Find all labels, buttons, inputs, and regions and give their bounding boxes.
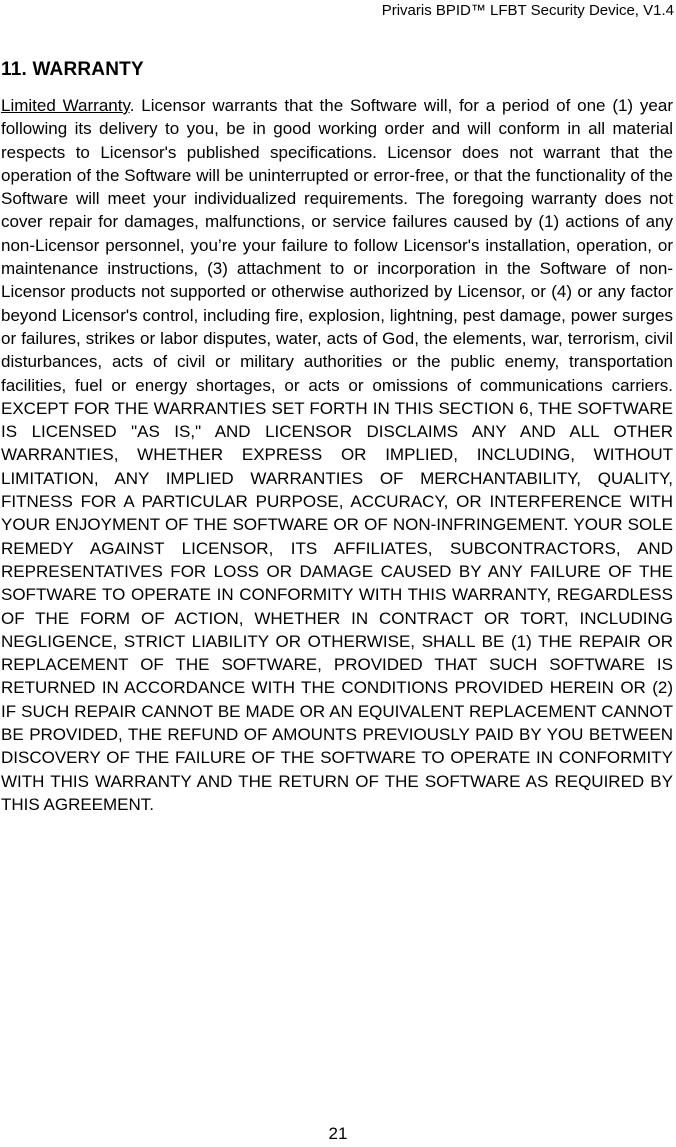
warranty-paragraph bbox=[1, 94, 673, 816]
page-number: 21 bbox=[328, 1124, 348, 1143]
running-header: Privaris BPID™ LFBT Security Device, V1.4 bbox=[381, 2, 674, 19]
limited-warranty-heading: Limited Warranty bbox=[1, 96, 130, 115]
section-title: 11. WARRANTY bbox=[1, 59, 144, 80]
limited-warranty-text: . Licensor warrants that the Software will, for a period of one (1) year following its delivery to you, be in good working order and will conform in all material respects to Licensor's published specifications. Licensor does not warrant that the operation of the Software will be uninterrupted or error-free, or that the functionality of the Software will meet your individualized requirements. The foregoing warranty does not cover repair for damages, malfunctions, or service failures caused by (1) actions of any non-Licensor personnel, you’re your failure to follow Licensor's installation, operation, or maintenance instructions, (3) attachment to or incorporation in the Software of non-Licensor products not supported or otherwise authorized by Licensor, or (4) or any factor beyond Licensor's control, including fire, explosion, lightning, pest damage, power surges or failures, strikes or labor disputes, water, acts of God, the elements, war, terrorism, civil disturbances, acts of civil or military authorities or the public enemy, transportation facilities, fuel or energy shortages, or acts or omissions of communications carriers. EXCEPT FOR THE WARRANTIES SET FORTH IN THIS SECTION 6, THE SOFTWARE IS LICENSED "AS IS," AND LICENSOR DISCLAIMS ANY AND ALL OTHER WARRANTIES, WHETHER EXPRESS OR IMPLIED, INCLUDING, WITHOUT LIMITATION, ANY IMPLIED WARRANTIES OF MERCHANTABILITY, QUALITY, FITNESS FOR A PARTICULAR PURPOSE, ACCURACY, OR INTERFERENCE WITH YOUR ENJOYMENT OF THE SOFTWARE OR OF NON-INFRINGEMENT. YOUR SOLE REMEDY AGAINST LICENSOR, ITS AFFILIATES, SUBCONTRACTORS, AND REPRESENTATIVES FOR LOSS OR DAMAGE CAUSED BY ANY FAILURE OF THE SOFTWARE TO OPERATE IN CONFORMITY WITH THIS WARRANTY, REGARDLESS OF THE FORM OF ACTION, WHETHER IN CONTRACT OR TORT, INCLUDING NEGLIGENCE, STRICT LIABILITY OR OTHERWISE, SHALL BE (1) THE REPAIR OR REPLACEMENT OF THE SOFTWARE, PROVIDED THAT SUCH SOFTWARE IS RETURNED IN ACCORDANCE WITH THE CONDITIONS PROVIDED HEREIN OR (2) IF SUCH REPAIR CANNOT BE MADE OR AN EQUIVALENT REPLACEMENT CANNOT BE PROVIDED, THE REFUND OF AMOUNTS PREVIOUSLY PAID BY YOU BETWEEN DISCOVERY OF THE FAILURE OF THE SOFTWARE TO OPERATE IN CONFORMITY WITH THIS WARRANTY AND THE RETURN OF THE SOFTWARE AS REQUIRED BY THIS AGREEMENT. bbox=[1, 96, 673, 814]
